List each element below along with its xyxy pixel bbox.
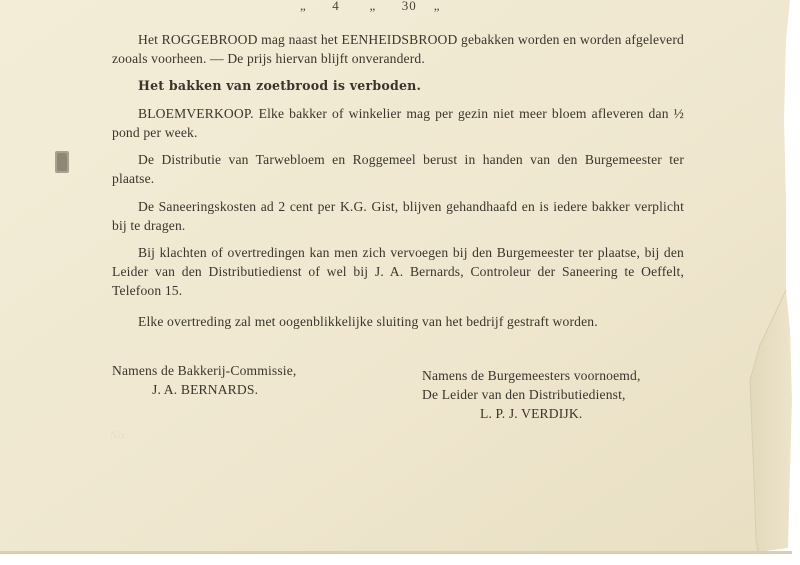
top-ditto-line: „ 4 „ 30 „ xyxy=(300,0,441,13)
paragraph-distributie: De Distributie van Tarwebloem en Roggemeel berust in handen van den Burgemeester ter plaatse. xyxy=(112,152,684,186)
faint-number-mark: No. xyxy=(110,428,128,442)
paragraph-saneeringskosten: De Saneeringskosten ad 2 cent per K.G. Gist, blijven gehandhaafd en is iedere bakker verplicht bij te dragen. xyxy=(112,199,684,233)
signature-right-title: Namens de Burgemeesters voornoemd, xyxy=(422,368,641,383)
paragraph-bloemverkoop: BLOEMVERKOOP. Elke bakker of winkelier mag per gezin niet meer bloem afleveren dan ½ pond per week. xyxy=(112,106,684,140)
paragraph-klachten: Bij klachten of overtredingen kan men zich vervoegen bij den Burgemeester ter plaatse, bij den Leider van den Distributiedienst of wel bij J. A. Bernards, Controleur der Saneering te Oeffelt, Telefoon 15. xyxy=(112,245,684,298)
signature-right-name: L. P. J. VERDIJK. xyxy=(480,406,583,421)
paragraph-zoetbrood: Het bakken van zoetbrood is verboden. xyxy=(138,78,422,93)
paragraph-overtreding: Elke overtreding zal met oogenblikkelijke sluiting van het bedrijf gestraft worden. xyxy=(138,314,598,329)
signature-left-name: J. A. BERNARDS. xyxy=(152,382,259,397)
signature-left-title: Namens de Bakkerij-Commissie, xyxy=(112,363,297,378)
signature-left xyxy=(112,361,296,399)
paragraph-roggebrood: Het ROGGEBROOD mag naast het EENHEIDSBROOD gebakken worden en worden afgeleverd zooals voorheen. — De prijs hiervan blijft onveranderd. xyxy=(112,32,684,66)
signature-right xyxy=(422,366,641,423)
signature-right-subtitle: De Leider van den Distributiedienst, xyxy=(422,387,626,402)
